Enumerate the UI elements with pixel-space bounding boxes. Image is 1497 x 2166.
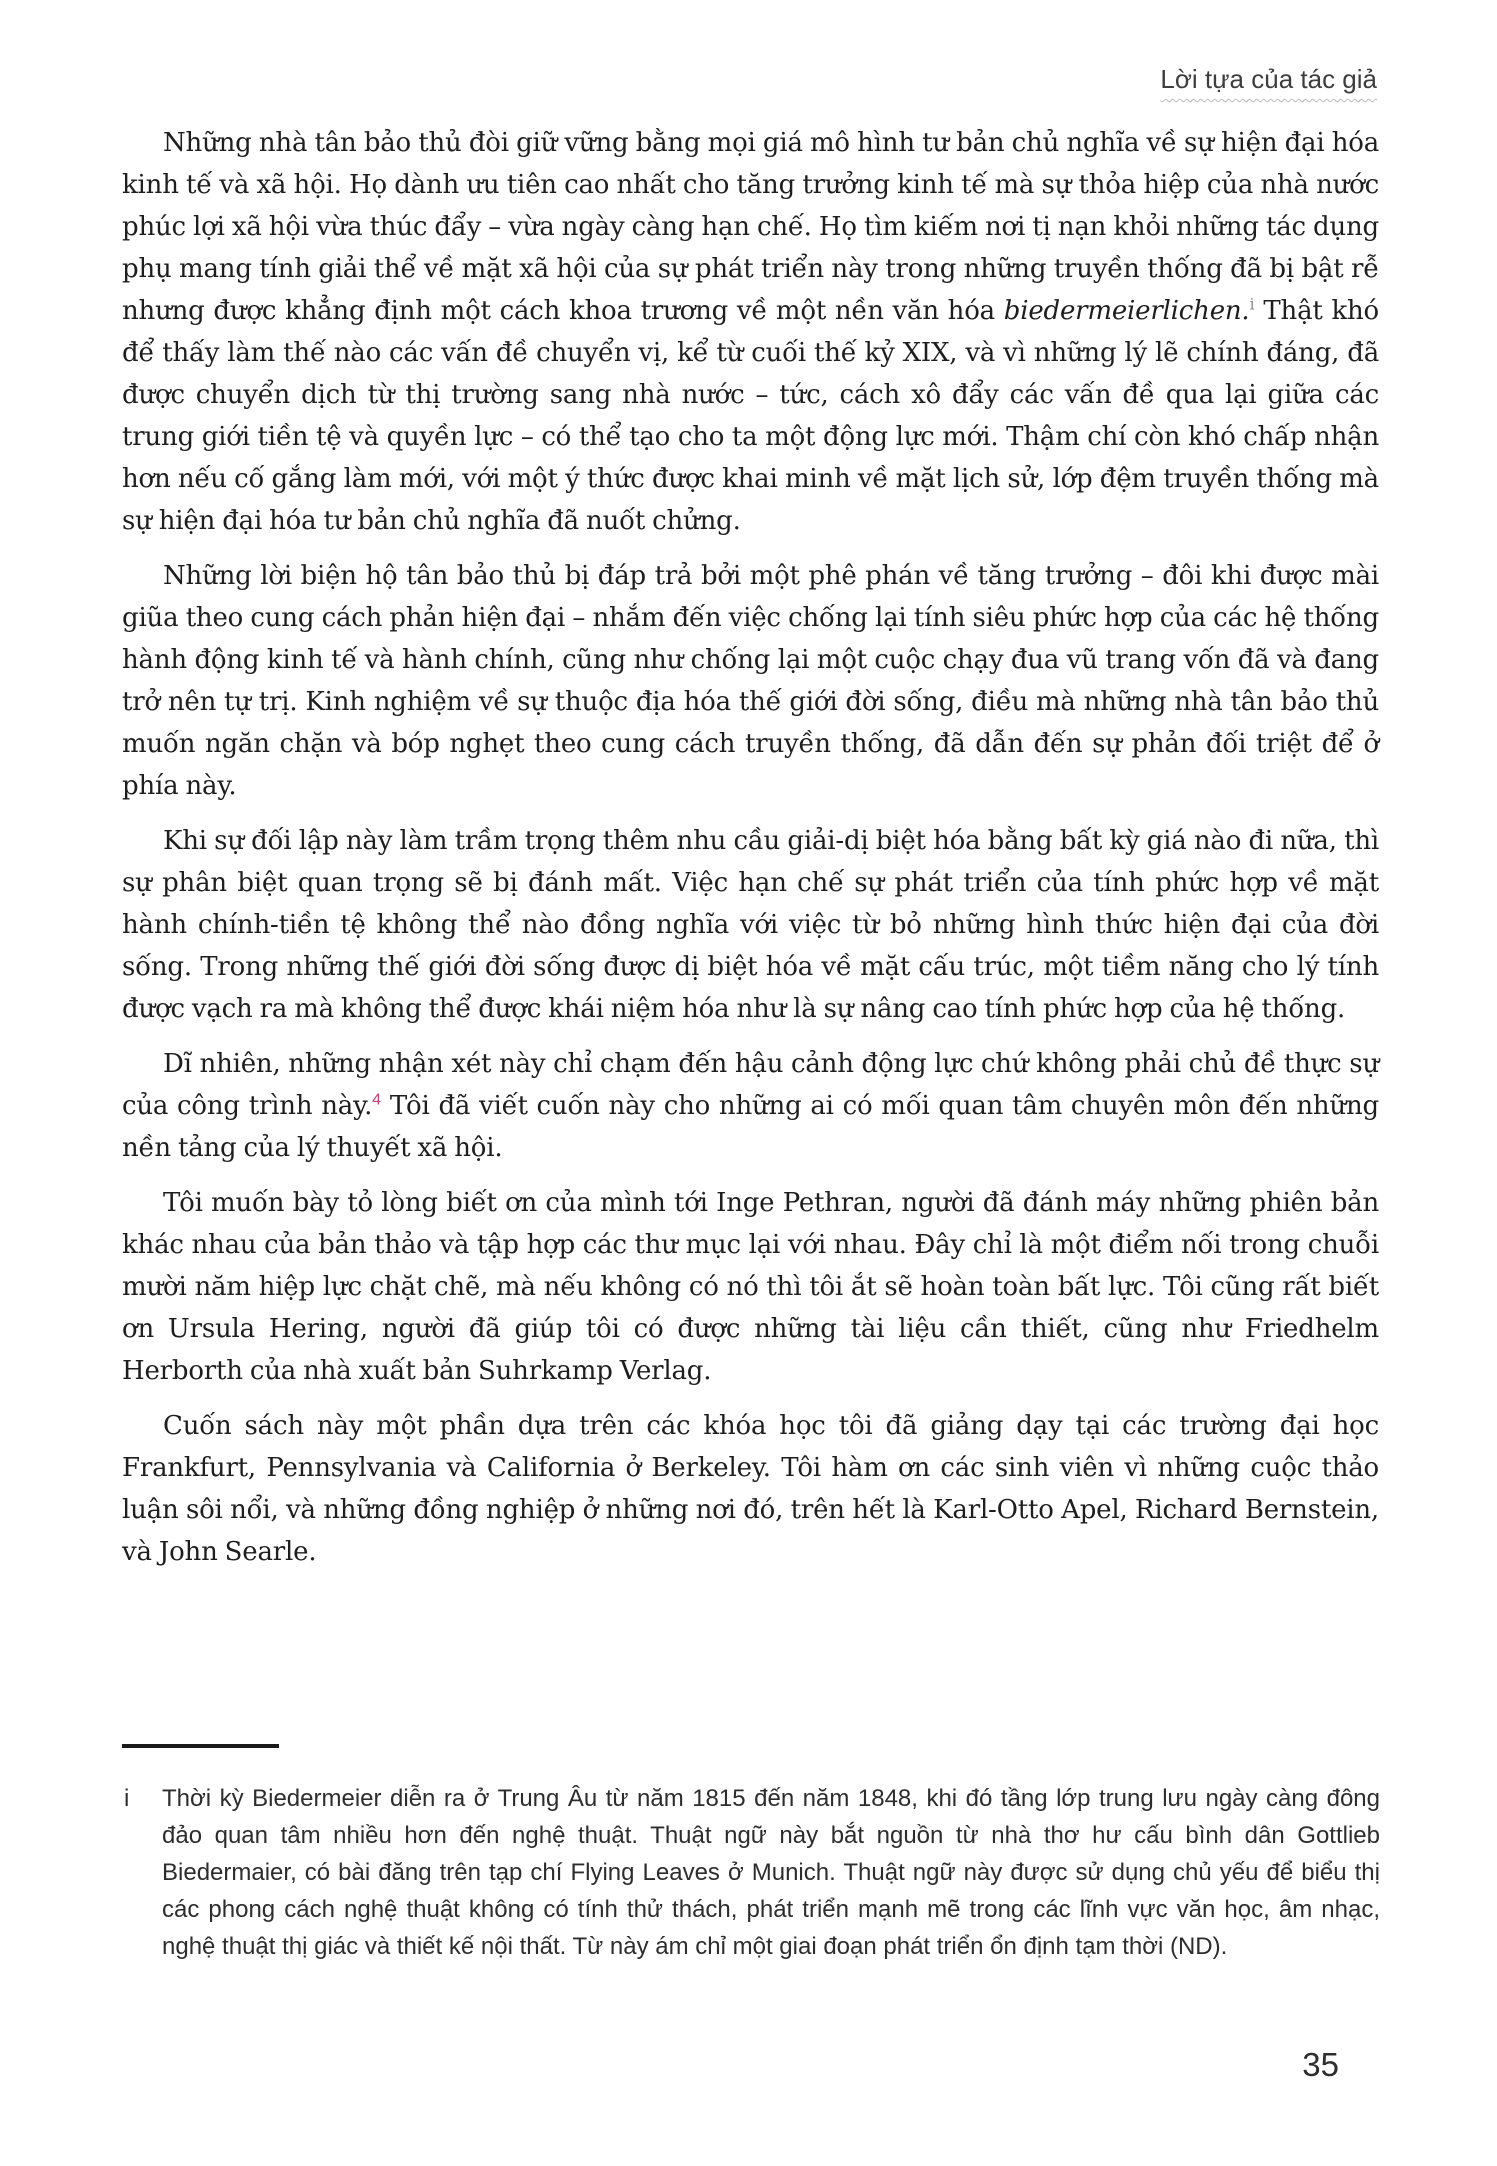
paragraph-text: Những nhà tân bảo thủ đòi giữ vững bằng mọi giá mô hình tư bản chủ nghĩa về sự hiện đại hóa kinh tế và xã hội. Họ dành ưu tiên cao nhất cho tăng trưởng kinh tế mà sự thỏa hiệp của nhà nước phúc lợi xã hội vừa thúc đẩy – vừa ngày càng hạn chế. Họ tìm kiếm nơi tị nạn khỏi những tác dụng phụ mang tính giải thể về mặt xã hội của sự phát triển này trong những truyền thống đã bị bật rễ nhưng được khẳng định một cách khoa trương về một nền văn hóa (122, 128, 1379, 326)
page-body (122, 122, 1379, 1586)
paragraph-3 (122, 820, 1379, 1030)
italic-term: biedermeierlichen. (1003, 296, 1250, 326)
paragraph-5 (122, 1182, 1379, 1392)
paragraph-text: Thật khó để thấy làm thế nào các vấn đề chuyển vị, kể từ cuối thế kỷ XIX, và vì những lý lẽ chính đáng, đã được chuyển dịch từ thị trường sang nhà nước – tức, cách xô đẩy các vấn đề qua lại giữa các trung giới tiền tệ và quyền lực – có thể tạo cho ta một động lực mới. Thậm chí còn khó chấp nhận hơn nếu cố gắng làm mới, với một ý thức được khai minh về mặt lịch sử, lớp đệm truyền thống mà sự hiện đại hóa tư bản chủ nghĩa đã nuốt chửng. (122, 296, 1380, 536)
footnote-marker: i (124, 1785, 130, 1812)
paragraph-text: Tôi đã viết cuốn này cho những ai có mối quan tâm chuyên môn đến những nền tảng của lý thuyết xã hội. (122, 1091, 1379, 1163)
running-head (1160, 64, 1377, 95)
footnote-text: Thời kỳ Biedermeier diễn ra ở Trung Âu từ năm 1815 đến năm 1848, khi đó tầng lớp trung lưu ngày càng đông đảo quan tâm nhiều hơn đến nghệ thuật. Thuật ngữ này bắt nguồn từ nhà thơ hư cấu bình dân Gottlieb Biedermaier, có bài đăng trên tạp chí Flying Leaves ở Munich. Thuật ngữ này được sử dụng chủ yếu để biểu thị các phong cách nghệ thuật không có tính thử thách, phát triển mạnh mẽ trong các lĩnh vực văn học, âm nhạc, nghệ thuật thị giác và thiết kế nội thất. Từ này ám chỉ một giai đoạn phát triển ổn định tạm thời (ND). (162, 1785, 1380, 1960)
paragraph-text: Dĩ nhiên, những nhận xét này chỉ chạm đến hậu cảnh động lực chứ không phải chủ đề thực sự của công trình này. (122, 1049, 1379, 1121)
paragraph-6 (122, 1405, 1379, 1573)
footnote-area (122, 1744, 1380, 1965)
footnote (122, 1780, 1380, 1965)
page-number: 35 (1302, 2046, 1339, 2083)
paragraph-text: Khi sự đối lập này làm trầm trọng thêm nhu cầu giải-dị biệt hóa bằng bất kỳ giá nào đi nữa, thì sự phân biệt quan trọng sẽ bị đánh mất. Việc hạn chế sự phát triển của tính phức hợp về mặt hành chính-tiền tệ không thể nào đồng nghĩa với việc từ bỏ những hình thức hiện đại của đời sống. Trong những thế giới đời sống được dị biệt hóa về mặt cấu trúc, một tiềm năng cho lý tính được vạch ra mà không thể được khái niệm hóa như là sự nâng cao tính phức hợp của hệ thống. (122, 826, 1379, 1024)
footnote-ref-4: 4 (372, 1091, 382, 1109)
paragraph-4 (122, 1043, 1379, 1169)
paragraph-1 (122, 122, 1379, 542)
paragraph-2 (122, 555, 1379, 807)
paragraph-text: Những lời biện hộ tân bảo thủ bị đáp trả bởi một phê phán về tăng trưởng – đôi khi được mài giũa theo cung cách phản hiện đại – nhắm đến việc chống lại tính siêu phức hợp của các hệ thống hành động kinh tế và hành chính, cũng như chống lại một cuộc chạy đua vũ trang vốn đã và đang trở nên tự trị. Kinh nghiệm về sự thuộc địa hóa thế giới đời sống, điều mà những nhà tân bảo thủ muốn ngăn chặn và bóp nghẹt theo cung cách truyền thống, đã dẫn đến sự phản đối triệt để ở phía này. (122, 561, 1379, 801)
footnote-ref-i: i (1249, 294, 1255, 314)
paragraph-text: Cuốn sách này một phần dựa trên các khóa học tôi đã giảng dạy tại các trường đại học Frankfurt, Pennsylvania và California ở Berkeley. Tôi hàm ơn các sinh viên vì những cuộc thảo luận sôi nổi, và những đồng nghiệp ở những nơi đó, trên hết là Karl-Otto Apel, Richard Bernstein, và John Searle. (122, 1411, 1379, 1567)
page-header-title: Lời tựa của tác giả (1160, 64, 1377, 94)
footnote-divider (122, 1744, 279, 1748)
paragraph-text: Tôi muốn bày tỏ lòng biết ơn của mình tới Inge Pethran, người đã đánh máy những phiên bản khác nhau của bản thảo và tập hợp các thư mục lại với nhau. Đây chỉ là một điểm nối trong chuỗi mười năm hiệp lực chặt chẽ, mà nếu không có nó thì tôi ắt sẽ hoàn toàn bất lực. Tôi cũng rất biết ơn Ursula Hering, người đã giúp tôi có được những tài liệu cần thiết, cũng như Friedhelm Herborth của nhà xuất bản Suhrkamp Verlag. (122, 1188, 1379, 1386)
